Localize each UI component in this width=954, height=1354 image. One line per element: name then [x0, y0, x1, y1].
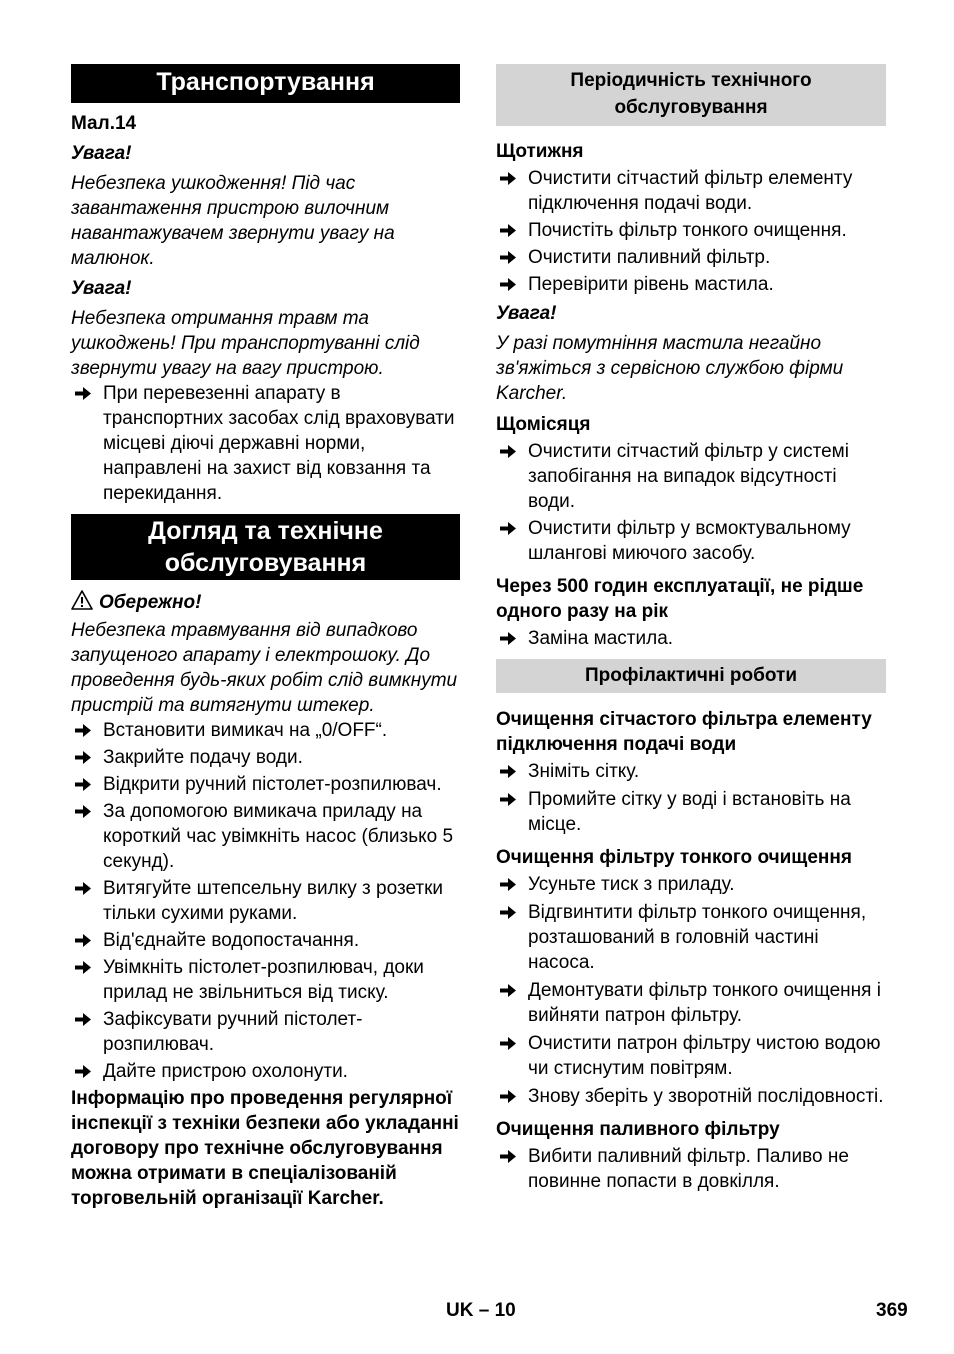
list-item-text: Знову зберіть у зворотній послідовності.	[528, 1086, 884, 1107]
inspection-info: Інформацію про проведення регулярної інспекції з техніки безпеки або укладанні договору про технічне обслуговування можна отримати в спеціалізованій торговельній організації Karcher.	[71, 1088, 459, 1209]
list-item	[496, 1144, 886, 1194]
list-item-text: Очистити сітчастий фільтр у системі запобігання на випадок відсутності води.	[528, 441, 849, 512]
list-item-text: Відкрити ручний пістолет-розпилювач.	[103, 774, 442, 795]
list-item	[496, 218, 886, 243]
list-item-text: Відгвинтити фільтр тонкого очищення, розташований в головній частині насоса.	[528, 902, 867, 973]
arrow-right-icon	[73, 1059, 93, 1084]
transport-heading: Транспортування	[71, 64, 460, 103]
care-list	[71, 718, 460, 1084]
list-item	[71, 1059, 460, 1084]
warning-label-1: Увага!	[71, 143, 132, 164]
arrow-right-icon	[498, 439, 518, 464]
list-item-text: Промийте сітку у воді і встановіть на місце.	[528, 789, 851, 835]
list-item-text: Очистити паливний фільтр.	[528, 247, 771, 268]
arrow-right-icon	[498, 900, 518, 925]
arrow-right-icon	[73, 799, 93, 824]
arrow-right-icon	[73, 381, 93, 406]
list-item-text: Демонтувати фільтр тонкого очищення і вийняти патрон фільтру.	[528, 980, 881, 1026]
list-item	[496, 978, 886, 1028]
periodic-heading-line1: Періодичність технічного	[570, 70, 812, 91]
list-item-text: Вибити паливний фільтр. Паливо не повинне попасти в довкілля.	[528, 1146, 849, 1192]
monthly-label: Щомісяця	[496, 414, 591, 435]
list-item-text: Зніміть сітку.	[528, 761, 640, 782]
list-item	[496, 1031, 886, 1081]
list-item	[71, 745, 460, 770]
list-item-text: Закрийте подачу води.	[103, 747, 303, 768]
arrow-right-icon	[73, 1007, 93, 1032]
weekly-list	[496, 166, 886, 297]
strainer-list	[496, 759, 886, 837]
list-item-text: Почистіть фільтр тонкого очищення.	[528, 220, 847, 241]
list-item	[496, 245, 886, 270]
preventive-heading: Профілактичні роботи	[496, 659, 886, 693]
arrow-right-icon	[498, 787, 518, 812]
arrow-right-icon	[73, 772, 93, 797]
care-heading-line1: Догляд та технічне	[148, 517, 383, 545]
oil-warning-label: Увага!	[496, 303, 557, 324]
arrow-right-icon	[498, 978, 518, 1003]
arrow-right-icon	[498, 272, 518, 297]
list-item	[496, 787, 886, 837]
care-heading-line2: обслуговування	[164, 549, 367, 577]
list-item	[71, 1007, 460, 1057]
list-item-text: Усуньте тиск з приладу.	[528, 874, 735, 895]
arrow-right-icon	[498, 872, 518, 897]
hours-list	[496, 626, 886, 651]
warning-triangle-icon	[71, 590, 93, 610]
list-item	[496, 439, 886, 514]
arrow-right-icon	[498, 1031, 518, 1056]
list-item	[496, 1084, 886, 1109]
list-item-text: За допомогою вимикача приладу на короткий час увімкніть насос (близько 5 секунд).	[103, 801, 454, 872]
arrow-right-icon	[73, 928, 93, 953]
caution-text: Небезпека травмування від випадково запущеного апарату і електрошоку. До проведення будь-яких робіт слід вимкнути пристрій та витягнути штекер.	[71, 620, 458, 716]
list-item-text: При перевезенні апарату в транспортних засобах слід враховувати місцеві діючі державні норми, направлені на захист від ковзання та перекидання.	[103, 383, 455, 504]
list-item-text: Заміна мастила.	[528, 628, 674, 649]
list-item	[71, 799, 460, 874]
arrow-right-icon	[498, 245, 518, 270]
transport-list	[71, 381, 460, 506]
monthly-list	[496, 439, 886, 566]
weekly-label: Щотижня	[496, 141, 584, 162]
list-item-text: Увімкніть пістолет-розпилювач, доки прилад не звільниться від тиску.	[103, 957, 424, 1003]
warning-text-1: Небезпека ушкодження! Під час завантаження пристрою вилочним навантажувачем звернути увагу на малюнок.	[71, 173, 395, 269]
list-item	[496, 516, 886, 566]
oil-warning-text: У разі помутніння мастила негайно зв'яжіться з сервісною службою фірми Karcher.	[496, 333, 844, 404]
list-item	[496, 272, 886, 297]
left-column	[71, 64, 460, 1211]
caution-label-text: Обережно!	[99, 592, 202, 613]
arrow-right-icon	[73, 955, 93, 980]
fuel-filter-list	[496, 1144, 886, 1194]
list-item	[71, 381, 460, 506]
list-item-text: Очистити патрон фільтру чистою водою чи стиснутим повітрям.	[528, 1033, 881, 1079]
list-item-text: Перевірити рівень мастила.	[528, 274, 774, 295]
list-item	[496, 759, 886, 784]
list-item	[71, 772, 460, 797]
arrow-right-icon	[73, 745, 93, 770]
arrow-right-icon	[498, 516, 518, 541]
periodic-heading-line2: обслуговування	[614, 97, 768, 118]
care-heading	[71, 514, 460, 580]
warning-label-2: Увага!	[71, 278, 132, 299]
caution-label	[71, 590, 460, 615]
list-item	[496, 166, 886, 216]
fine-filter-list	[496, 872, 886, 1109]
list-item-text: Дайте пристрою охолонути.	[103, 1061, 348, 1082]
arrow-right-icon	[498, 1144, 518, 1169]
warning-text-2: Небезпека отримання травм та ушкоджень! При транспортуванні слід звернути увагу на вагу пристрою.	[71, 308, 420, 379]
arrow-right-icon	[498, 759, 518, 784]
page-number: 369	[876, 1300, 908, 1321]
section-fine-filter-title: Очищення фільтру тонкого очищення	[496, 847, 852, 868]
list-item-text: Витягуйте штепсельну вилку з розетки тільки сухими руками.	[103, 878, 444, 924]
arrow-right-icon	[498, 218, 518, 243]
list-item	[71, 718, 460, 743]
list-item	[71, 876, 460, 926]
arrow-right-icon	[73, 718, 93, 743]
arrow-right-icon	[73, 876, 93, 901]
arrow-right-icon	[498, 626, 518, 651]
arrow-right-icon	[498, 166, 518, 191]
list-item-text: Очистити сітчастий фільтр елементу підключення подачі води.	[528, 168, 853, 214]
section-fuel-filter-title: Очищення паливного фільтру	[496, 1119, 780, 1140]
figure-ref: Мал.14	[71, 113, 137, 134]
hours-label: Через 500 годин експлуатації, не рідше одного разу на рік	[496, 576, 864, 622]
list-item-text: Від'єднайте водопостачання.	[103, 930, 360, 951]
periodic-heading	[496, 64, 886, 126]
list-item-text: Очистити фільтр у всмоктувальному шлангові миючого засобу.	[528, 518, 851, 564]
page-section-label: UK – 10	[446, 1300, 516, 1321]
section-strainer-title: Очищення сітчастого фільтра елементу підключення подачі води	[496, 709, 872, 755]
list-item	[496, 626, 886, 651]
list-item	[71, 928, 460, 953]
arrow-right-icon	[498, 1084, 518, 1109]
list-item	[496, 872, 886, 897]
list-item	[496, 900, 886, 975]
list-item	[71, 955, 460, 1005]
list-item-text: Встановити вимикач на „0/OFF“.	[103, 720, 388, 741]
right-column	[496, 64, 886, 1194]
list-item-text: Зафіксувати ручний пістолет-розпилювач.	[103, 1009, 363, 1055]
